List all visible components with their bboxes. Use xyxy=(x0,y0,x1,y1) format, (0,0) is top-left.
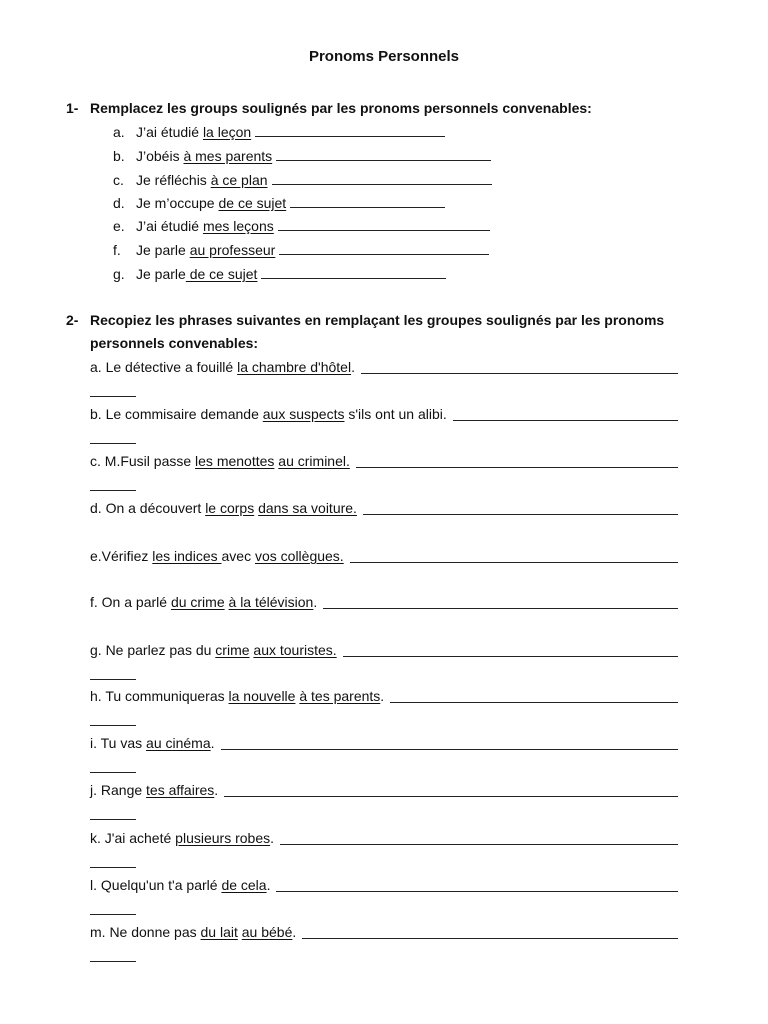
answer-line[interactable] xyxy=(363,513,678,515)
underlined-group: à ce plan xyxy=(210,172,268,188)
answer-line-continuation[interactable] xyxy=(90,914,136,915)
underlined-group: au criminel. xyxy=(278,453,350,469)
section-1-instruction: Remplacez les groups soulignés par les pronoms personnels convenables: xyxy=(90,100,592,116)
exercise-1-item xyxy=(113,215,490,235)
sentence-text: m. Ne donne pas xyxy=(90,924,201,940)
answer-line[interactable] xyxy=(350,561,678,563)
item-letter: a. xyxy=(113,124,125,140)
sentence-text: d. On a découvert xyxy=(90,500,206,516)
exercise-1-item xyxy=(113,239,489,259)
item-text: Je m’occupe xyxy=(136,195,219,211)
underlined-group: à mes parents xyxy=(183,148,273,164)
sentence-text: . xyxy=(266,877,271,893)
sentence-text: . xyxy=(214,782,219,798)
underlined-group: tes affaires xyxy=(146,782,215,798)
answer-blank[interactable] xyxy=(255,121,445,137)
answer-line-continuation[interactable] xyxy=(90,867,136,868)
underlined-group: la nouvelle xyxy=(228,688,296,704)
underlined-group: au professeur xyxy=(189,242,276,258)
answer-line-continuation[interactable] xyxy=(90,961,136,962)
underlined-group: plusieurs robes xyxy=(175,830,271,846)
exercise-1-item xyxy=(113,121,445,141)
item-letter: d. xyxy=(113,195,125,211)
exercise-2-item xyxy=(90,451,678,471)
answer-line[interactable] xyxy=(390,701,678,703)
underlined-group: le corps xyxy=(205,500,255,516)
sentence-text: g. Ne parlez pas du xyxy=(90,642,216,658)
answer-line[interactable] xyxy=(323,607,678,609)
underlined-group: les indices xyxy=(152,548,222,564)
underlined-group: mes leçons xyxy=(202,218,274,234)
sentence-text: a. Le détective a fouillé xyxy=(90,359,238,375)
sentence-text: . xyxy=(351,359,355,375)
underlined-group: à tes parents xyxy=(299,688,381,704)
answer-line[interactable] xyxy=(453,419,678,421)
section-2-instruction: Recopiez les phrases suivantes en remplaçant les groupes soulignés par les pronoms personnels convenables: xyxy=(90,312,665,351)
exercise-2-item xyxy=(90,780,678,800)
sentence-text: avec xyxy=(221,548,255,564)
answer-line[interactable] xyxy=(302,937,678,939)
sentence-text: e.Vérifiez xyxy=(90,548,153,564)
answer-line[interactable] xyxy=(224,795,678,797)
item-letter: c. xyxy=(113,172,124,188)
section-1-number: 1- xyxy=(66,100,79,116)
sentence-text: k. J'ai acheté xyxy=(90,830,176,846)
item-text: Je parle xyxy=(136,266,186,282)
underlined-group: la leçon xyxy=(202,124,252,140)
underlined-group: au cinéma xyxy=(146,735,211,751)
sentence-text: l. Quelqu'un t'a parlé xyxy=(90,877,222,893)
exercise-2-item xyxy=(90,828,678,848)
exercise-2-item xyxy=(90,922,678,942)
sentence-text: b. Le commisaire demande xyxy=(90,406,263,422)
answer-line-continuation[interactable] xyxy=(90,725,136,726)
sentence-text: . xyxy=(313,594,318,610)
sentence-text: j. Range xyxy=(90,782,147,798)
exercise-2-item xyxy=(90,686,678,706)
answer-line[interactable] xyxy=(276,890,678,892)
exercise-2-item xyxy=(90,875,678,895)
answer-line[interactable] xyxy=(221,748,678,750)
item-text: J’ai étudié xyxy=(136,124,203,140)
answer-line[interactable] xyxy=(361,372,678,374)
sentence-text: . xyxy=(292,924,297,940)
underlined-group: au bébé xyxy=(241,924,293,940)
exercise-1-item xyxy=(113,192,445,212)
answer-blank[interactable] xyxy=(290,192,445,208)
underlined-group: de ce sujet xyxy=(218,195,287,211)
answer-blank[interactable] xyxy=(278,215,490,231)
underlined-group: aux suspects xyxy=(262,406,345,422)
sentence-text: c. M.Fusil passe xyxy=(90,453,196,469)
sentence-text: . xyxy=(270,830,274,846)
item-letter: g. xyxy=(113,266,125,282)
sentence-text: f. On a parlé xyxy=(90,594,171,610)
sentence-text: h. Tu communiqueras xyxy=(90,688,229,704)
answer-blank[interactable] xyxy=(279,239,489,255)
underlined-group: du crime xyxy=(170,594,225,610)
item-letter: e. xyxy=(113,218,125,234)
exercise-1-item xyxy=(113,145,491,165)
answer-line-continuation[interactable] xyxy=(90,490,136,491)
item-text: Je parle xyxy=(136,242,190,258)
answer-line-continuation[interactable] xyxy=(90,443,136,444)
item-letter: f. xyxy=(113,242,121,258)
underlined-group: du lait xyxy=(200,924,238,940)
item-text: Je réfléchis xyxy=(136,172,211,188)
exercise-2-item xyxy=(90,546,678,566)
item-letter: b. xyxy=(113,148,125,164)
exercise-2-item xyxy=(90,592,678,612)
exercise-2-item xyxy=(90,498,678,518)
answer-line-continuation[interactable] xyxy=(90,819,136,820)
underlined-group: à la télévision xyxy=(228,594,314,610)
sentence-text: . xyxy=(210,735,215,751)
underlined-group: de cela xyxy=(221,877,267,893)
item-text: J’ai étudié xyxy=(136,218,203,234)
underlined-group: les menottes xyxy=(195,453,275,469)
sentence-text: . xyxy=(380,688,385,704)
answer-line-continuation[interactable] xyxy=(90,679,136,680)
answer-blank[interactable] xyxy=(272,169,492,185)
answer-line[interactable] xyxy=(280,843,678,845)
answer-line-continuation[interactable] xyxy=(90,396,136,397)
page-title: Pronoms Personnels xyxy=(308,48,460,65)
sentence-text: i. Tu vas xyxy=(90,735,147,751)
section-1-heading xyxy=(66,97,680,120)
answer-blank[interactable] xyxy=(261,263,446,279)
exercise-1-item xyxy=(113,169,492,189)
sentence-text: s'ils ont un alibi. xyxy=(344,406,447,422)
answer-line[interactable] xyxy=(356,466,678,468)
underlined-group: la chambre d'hôtel xyxy=(237,359,352,375)
exercise-2-item xyxy=(90,640,678,660)
section-2-number: 2- xyxy=(66,312,79,328)
exercise-2-item xyxy=(90,404,678,424)
answer-line[interactable] xyxy=(343,655,678,657)
answer-blank[interactable] xyxy=(276,145,491,161)
answer-line-continuation[interactable] xyxy=(90,772,136,773)
underlined-group: dans sa voiture. xyxy=(258,500,357,516)
exercise-2-item xyxy=(90,357,678,377)
underlined-group: aux touristes. xyxy=(253,642,337,658)
section-2-heading xyxy=(66,309,680,355)
item-text: J’obéis xyxy=(136,148,184,164)
underlined-group: de ce sujet xyxy=(185,266,258,282)
underlined-group: crime xyxy=(215,642,250,658)
exercise-1-item xyxy=(113,263,446,283)
exercise-2-item xyxy=(90,733,678,753)
underlined-group: vos collègues. xyxy=(254,548,344,564)
